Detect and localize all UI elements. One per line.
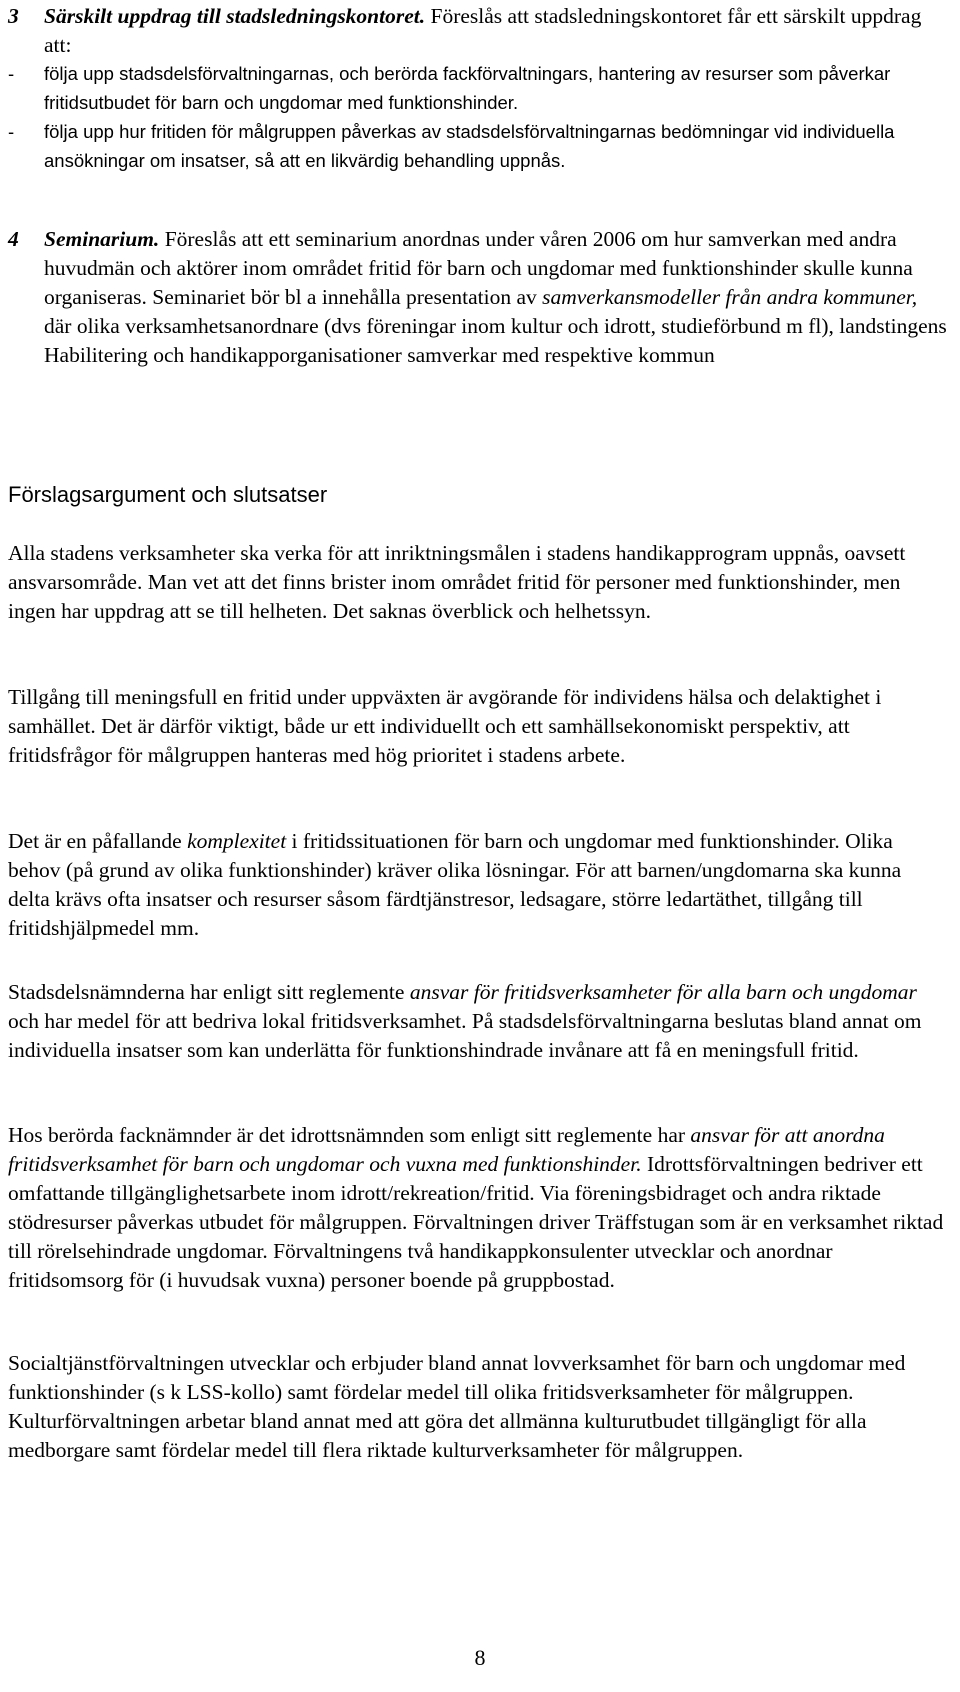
section-4-text-b: där olika verksamhetsanordnare (dvs föreningar inom kultur och idrott, studieförbund m fl), landstingens Habilitering och handikapporganisationer samverkar med respektive kommun <box>44 313 947 367</box>
section-3-intro-line <box>8 2 948 60</box>
paragraph-5 <box>8 1121 948 1294</box>
paragraph-1: Alla stadens verksamheter ska verka för att inriktningsmålen i stadens handikapprogram uppnås, oavsett ansvarsområde. Man vet att det finns brister inom området fritid för personer med funktionshinder, men ingen har uppdrag att se till helheten. Det saknas överblick och helhetssyn. <box>8 541 906 623</box>
paragraph-2: Tillgång till meningsfull en fritid under uppväxten är avgörande för individens hälsa och delaktighet i samhället. Det är därför viktigt, både ur ett individuellt och ett samhällsekonomiskt perspektiv, att fritidsfrågor för målgruppen hanteras med hög prioritet i stadens arbete. <box>8 685 882 767</box>
paragraph-4 <box>8 978 948 1065</box>
section-3 <box>8 2 948 175</box>
section-3-number: 3 <box>8 4 19 28</box>
paragraph-3-emphasis: komplexitet <box>187 829 287 853</box>
section-3-intro: Föreslås att stadsledningskontoret får ett särskilt uppdrag att: <box>44 4 922 57</box>
section-4-text-a: Föreslås att ett seminarium anordnas under våren 2006 om hur samverkan med andra huvudmän och aktörer inom området fritid för barn och ungdomar med funktionshinder skulle kunna organiseras. Seminariet bör bl a innehålla presentation av <box>44 227 913 309</box>
paragraph-3 <box>8 827 948 943</box>
bullet-text: följa upp stadsdelsförvaltningarnas, och berörda fackförvaltningars, hantering av resurser som påverkar fritidsutbudet för barn och ungdomar med funktionshinder. <box>44 62 891 113</box>
paragraph-3-text-b: i fritidssituationen för barn och ungdomar med funktionshinder. Olika behov (på grund av olika funktionshinder) kräver olika lösningar. För att barnen/ungdomarna ska kunna delta krävs ofta insatser och resurser såsom färdtjänstresor, ledsagare, större ledartäthet, tillgång till fritidshjälpmedel mm. <box>8 829 902 940</box>
paragraph-6: Socialtjänstförvaltningen utvecklar och erbjuder bland annat lovverksamhet för barn och ungdomar med funktionshinder (s k LSS-kollo) samt fördelar medel till olika fritidsverksamheter för målgruppen. Kulturförvaltningen arbetar bland annat med att göra det allmänna kulturutbudet tillgängligt för alla medborgare samt fördelar medel till flera riktade kulturverksamheter för målgruppen. <box>8 1351 906 1462</box>
list-item <box>8 60 948 118</box>
section-4-emphasis: samverkansmodeller från andra kommuner, <box>542 284 918 309</box>
bullet-marker: - <box>8 120 15 142</box>
section-3-title: Särskilt uppdrag till stadsledningskontoret. <box>44 4 426 28</box>
paragraph-4-text-a: Stadsdelsnämnderna har enligt sitt reglemente <box>8 980 410 1004</box>
page-number: 8 <box>474 1645 486 1670</box>
paragraph-5-text-b: Idrottsförvaltningen bedriver ett omfattande tillgänglighetsarbete inom idrott/rekreation/fritid. Via föreningsbidraget och andra riktade stödresurser påverkas utbudet för målgruppen. Förvaltningen driver Träffstugan som är en verksamhet riktad till rörelsehindrade ungdomar. Förvaltningens två handikappkonsulenter utvecklar och anordnar fritidsomsorg för (i huvudsak vuxna) personer boende på gruppbostad. <box>8 1151 944 1292</box>
paragraph-5-text-a: Hos berörda facknämnder är det idrottsnämnden som enligt sitt reglemente har <box>8 1123 691 1147</box>
paragraph-4-text-b: och har medel för att bedriva lokal fritidsverksamhet. På stadsdelsförvaltningarna beslutas bland annat om individuella insatser som kan underlätta för funktionshindrade invånare att få en meningsfull fritid. <box>8 1008 922 1062</box>
section-4-title: Seminarium. <box>44 227 160 251</box>
section-heading: Förslagsargument och slutsatser <box>8 482 328 507</box>
paragraph-3-text-a: Det är en påfallande <box>8 829 188 853</box>
paragraph-5-emphasis: ansvar för att anordna fritidsverksamhet för barn och ungdomar och vuxna med funktionshinder. <box>8 1123 885 1176</box>
section-4-number: 4 <box>8 227 19 251</box>
section-4 <box>8 225 948 370</box>
list-item <box>8 118 948 176</box>
section-3-bullet-list <box>8 60 948 176</box>
paragraph-4-emphasis: ansvar för fritidsverksamheter för alla barn och ungdomar <box>409 980 917 1004</box>
bullet-text: följa upp hur fritiden för målgruppen påverkas av stadsdelsförvaltningarnas bedömningar vid individuella ansökningar om insatser, så att en likvärdig behandling uppnås. <box>44 120 895 171</box>
bullet-marker: - <box>8 62 15 84</box>
